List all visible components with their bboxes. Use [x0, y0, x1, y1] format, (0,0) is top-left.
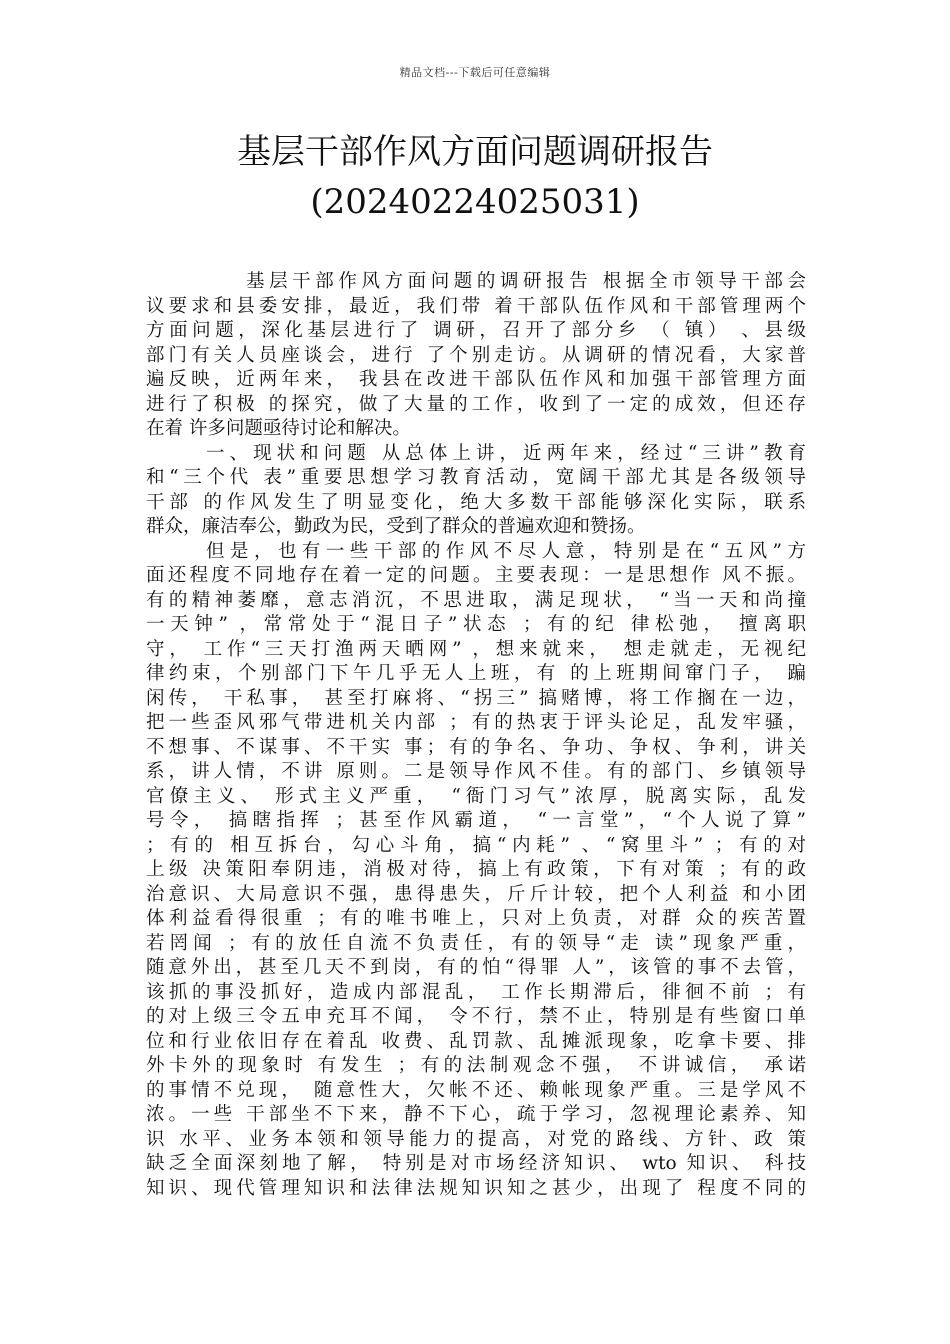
paragraph-line: 若罔闻 ；有的放任自流不负责任，有的领导“走 读”现象严重， [146, 932, 806, 954]
paragraph-line: 缺乏全面深刻地了解， 特别是对市场经济知识、 wto 知识、 科技 [146, 1153, 806, 1174]
document-body [146, 270, 806, 1201]
document-subtitle: (20240224025031) [310, 182, 640, 222]
paragraph-line: 一、现状和问题 从总体上讲，近两年来，经过“三讲”教育 [206, 442, 806, 464]
paragraph-line: 议要求和县委安排，最近，我们带 着干部队伍作风和干部管理两个 [146, 295, 806, 317]
paragraph-line: 系，讲人情，不讲 原则。二是领导作风不佳。有的部门、乡镇领导 [146, 761, 806, 782]
paragraph-line: 闲传， 干私事， 甚至打麻将、“拐三” 搞赌博，将工作搁在一边， [146, 687, 806, 709]
paragraph-line: 号令， 搞瞎指挥 ；甚至作风霸道， “一言堂”，“个人说了算” [146, 810, 806, 831]
paragraph-line: 位和行业依旧存在着乱 收费、乱罚款、乱摊派现象，吃拿卡要、排 [146, 1030, 806, 1052]
paragraph-line: 的对上级三令五申充耳不闻， 令不行，禁不止，特别是有些窗口单 [146, 1006, 806, 1027]
paragraph-line: 知识、现代管理知识和法律法规知识知之甚少，出现了 程度不同的 [146, 1177, 806, 1199]
paragraph-line: 外卡外的现象时 有发生 ；有的法制观念不强， 不讲诚信， 承诺 [146, 1055, 806, 1076]
paragraph-line: 进行了积极 的探究，做了大量的工作，收到了一定的成效，但还存 [146, 393, 806, 415]
paragraph-line: 上级 决策阳奉阴违，消极对待，搞上有政策，下有对策 ；有的政 [146, 859, 806, 880]
paragraph-line: ；有的 相互拆台，勾心斗角，搞“内耗” 、“窝里斗” ；有的对 [146, 834, 806, 856]
paragraph-line: 守， 工作“三天打渔两天晒网” ，想来就来， 想走就走，无视纪 [146, 638, 806, 660]
paragraph-line: 的事情不兑现， 随意性大，欠帐不还、赖帐现象严重。三是学风不 [146, 1079, 806, 1101]
paragraph-line: 随意外出，甚至几天不到岗，有的怕“得罪 人”，该管的事不去管， [146, 957, 806, 978]
paragraph-line: 不想事、不谋事、不干实 事；有的争名、争功、争权、争利，讲关 [146, 736, 806, 758]
paragraph-line: 有的精神萎靡，意志消沉，不思进取，满足现状， “当一天和尚撞 [146, 589, 806, 611]
paragraph-line: 把一些歪风邪气带进机关内部 ；有的热衷于评头论足，乱发牢骚， [146, 712, 806, 733]
paragraph-line: 遍反映，近两年来， 我县在改进干部队伍作风和加强干部管理方面 [146, 369, 806, 390]
paragraph-line: 该抓的事没抓好，造成内部混乱， 工作长期滞后，徘徊不前 ；有 [146, 981, 806, 1003]
paragraph-line: 治意识、大局意识不强，患得患失，斤斤计较，把个人利益 和小团 [146, 883, 806, 905]
paragraph-line: 但是，也有一些干部的作风不尽人意，特别是在“五风”方 [206, 540, 806, 562]
paragraph-line: 部门有关人员座谈会，进行 了个别走访。从调研的情况看，大家普 [146, 344, 806, 366]
paragraph-line: 和“三个代 表”重要思想学习教育活动，宽阔干部尤其是各级领导 [146, 467, 806, 488]
paragraph-line: 浓。一些 干部坐不下来，静不下心，疏于学习，忽视理论素养、知 [146, 1104, 806, 1125]
paragraph-line: 基层干部作风方面问题的调研报告 根据全市领导干部会 [246, 271, 806, 292]
header-note: 精品文档---下载后可任意编辑 [399, 66, 551, 79]
paragraph-line: 律约束，个别部门下午几乎无人上班，有 的上班期间窜门子， 蹁 [146, 663, 806, 684]
paragraph-line: 方面问题，深化基层进行了 调研，召开了部分乡 （ 镇） 、县级 [146, 320, 806, 341]
paragraph-line: 在着 许多问题亟待讨论和解决。 [146, 418, 411, 439]
paragraph-line: 面还程度不同地存在着一定的问题。主要表现：一是思想作 风不振。 [146, 565, 806, 586]
paragraph-line: 群众，廉洁奉公，勤政为民，受到了群众的普遍欢迎和赞扬。 [146, 516, 646, 537]
paragraph-line: 官僚主义、 形式主义严重， “衙门习气”浓厚，脱离实际，乱发 [146, 785, 806, 807]
document-title: 基层干部作风方面问题调研报告 [237, 132, 713, 172]
paragraph-line: 一天钟” ，常常处于“混日子”状态 ；有的纪 律松弛， 擅离职 [146, 614, 806, 635]
paragraph-line: 识 水平、业务本领和领导能力的提高，对党的路线、方针、政 策 [146, 1128, 806, 1150]
paragraph-line: 干部 的作风发生了明显变化，绝大多数干部能够深化实际，联系 [146, 491, 806, 513]
paragraph-line: 体利益看得很重 ；有的唯书唯上，只对上负责，对群 众的疾苦置 [146, 908, 806, 929]
